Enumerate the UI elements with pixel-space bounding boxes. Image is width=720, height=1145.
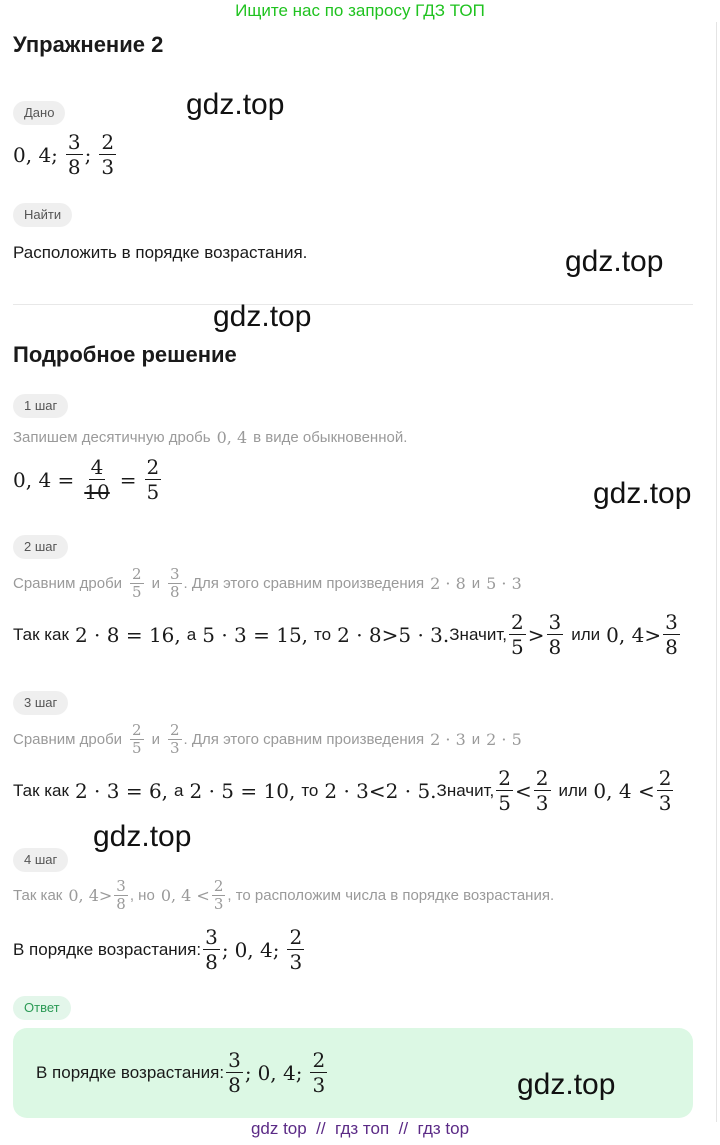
exercise-title: Упражнение 2 — [13, 32, 164, 57]
given-fraction-2: $\frac{2}{3}$ — [101, 130, 115, 179]
watermark: gdz.top — [565, 245, 664, 278]
top-banner[interactable]: Ищите нас по запросу ГДЗ ТОП — [235, 1, 485, 20]
step1-fraction-2: $\frac{2}{5}$ — [146, 455, 160, 504]
step2-conclusion: Так как 2 · 8 = 16, а 5 · 3 = 15, то 2 · 8>5 · 3. Значит, $\frac{2}{5}$ > $\frac{3}{8}$ или 0, 4> $\frac{3}{8}$ — [13, 610, 678, 659]
given-fraction-1: $\frac{3}{8}$ — [67, 130, 81, 179]
given-values: 0, 4; $\frac{3}{8}$ ; $\frac{2}{3}$ — [13, 130, 115, 179]
step1-fraction-1: $\frac{4}{10}$ — [84, 455, 110, 504]
watermark: gdz.top — [517, 1068, 616, 1101]
given-chip: Дано — [13, 101, 65, 125]
step4-chip: 4 шаг — [13, 848, 68, 872]
answer-text: В порядке возрастания: $\frac{3}{8}$ ; 0, 4; $\frac{2}{3}$ — [36, 1048, 326, 1097]
given-decimal: 0, 4; — [13, 142, 58, 167]
solution-title: Подробное решение — [13, 342, 237, 367]
right-border — [716, 22, 717, 1122]
step1-description: Запишем десятичную дробь 0, 4 в виде обыкновенной. — [13, 428, 408, 447]
step3-conclusion: Так как 2 · 3 = 6, а 2 · 5 = 10, то 2 · 3<2 · 5. Значит, $\frac{2}{5}$ < $\frac{2}{3}$ или 0, 4 < $\frac{2}{3}$ — [13, 766, 672, 815]
find-text: Расположить в порядке возрастания. — [13, 243, 308, 262]
step1-chip: 1 шаг — [13, 394, 68, 418]
watermark: gdz.top — [186, 88, 285, 121]
watermark: gdz.top — [593, 477, 692, 510]
step3-description: Сравним дроби $\frac{2}{5}$ и $\frac{2}{3}$ . Для этого сравним произведения 2 · 3 и 2 · 5 — [13, 721, 522, 757]
watermark: gdz.top — [93, 820, 192, 853]
watermark: gdz.top — [213, 300, 312, 333]
footer-links[interactable]: gdz top // гдз топ // гдз top — [250, 1119, 470, 1138]
find-chip: Найти — [13, 203, 72, 227]
step4-result: В порядке возрастания: $\frac{3}{8}$ ; 0, 4; $\frac{2}{3}$ — [13, 925, 303, 974]
step2-description: Сравним дроби $\frac{2}{5}$ и $\frac{3}{8}$ . Для этого сравним произведения 2 · 8 и 5 · 3 — [13, 565, 522, 601]
step1-equation: 0, 4 = $\frac{4}{10}$ = $\frac{2}{5}$ — [13, 455, 160, 504]
step2-chip: 2 шаг — [13, 535, 68, 559]
step3-chip: 3 шаг — [13, 691, 68, 715]
step4-description: Так как 0, 4> $\frac{3}{8}$ , но 0, 4 < $\frac{2}{3}$ , то расположим числа в порядке возрастания. — [13, 877, 555, 913]
answer-chip: Ответ — [13, 996, 71, 1020]
section-divider — [13, 304, 693, 305]
